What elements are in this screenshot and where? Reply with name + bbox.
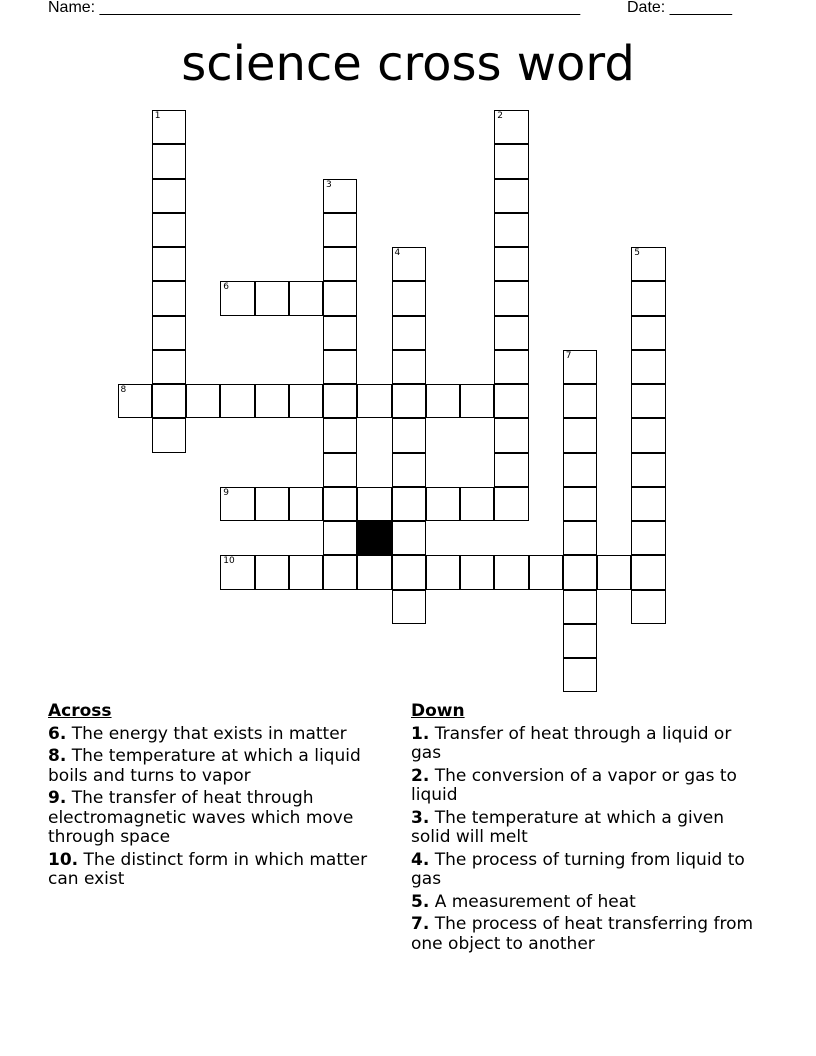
crossword-cell[interactable] — [323, 418, 357, 452]
clue-text: The conversion of a vapor or gas to liquid — [411, 765, 737, 805]
across-heading: Across — [48, 701, 112, 721]
crossword-cell[interactable] — [529, 555, 563, 589]
crossword-cell[interactable] — [323, 453, 357, 487]
across-clue — [48, 747, 393, 786]
clue-text: The process of turning from liquid to gas — [411, 849, 745, 889]
crossword-cell[interactable] — [494, 487, 528, 521]
crossword-cell[interactable] — [323, 555, 357, 589]
down-clue — [411, 725, 756, 764]
crossword-cell[interactable] — [597, 555, 631, 589]
clue-number-label: 3 — [326, 179, 332, 190]
crossword-cell[interactable] — [631, 521, 665, 555]
crossword-cell[interactable] — [494, 316, 528, 350]
crossword-cell[interactable] — [392, 350, 426, 384]
down-clue — [411, 767, 756, 806]
crossword-cell[interactable] — [494, 144, 528, 178]
crossword-cell[interactable] — [392, 487, 426, 521]
clue-text: The transfer of heat through electromagnetic waves which move through space — [48, 788, 354, 847]
crossword-cell[interactable] — [323, 316, 357, 350]
clue-number-label: 7 — [565, 350, 572, 361]
crossword-cell[interactable] — [426, 384, 460, 418]
across-clue — [48, 789, 393, 848]
crossword-cell[interactable] — [152, 179, 186, 213]
clue-number: 5. — [411, 891, 430, 912]
crossword-cell[interactable] — [152, 110, 186, 144]
crossword-cell[interactable] — [631, 316, 665, 350]
crossword-cell[interactable] — [220, 281, 254, 315]
crossword-cell[interactable] — [152, 418, 186, 452]
crossword-cell[interactable] — [323, 521, 357, 555]
clue-number-label: 2 — [497, 111, 503, 121]
clue-number: 3. — [411, 807, 430, 828]
down-heading: Down — [411, 701, 465, 721]
crossword-cell[interactable] — [494, 179, 528, 213]
crossword-cell[interactable] — [563, 487, 597, 521]
crossword-cell[interactable] — [460, 384, 494, 418]
crossword-cell[interactable] — [289, 281, 323, 315]
crossword-cell[interactable] — [220, 384, 254, 418]
crossword-cell[interactable] — [289, 384, 323, 418]
black-square — [357, 521, 391, 555]
clue-text: Transfer of heat through a liquid or gas — [411, 723, 732, 763]
crossword-cell[interactable] — [426, 487, 460, 521]
crossword-cell[interactable] — [392, 384, 426, 418]
crossword-cell[interactable] — [563, 658, 597, 692]
clue-number-label: 8 — [120, 385, 127, 395]
clue-number: 8. — [48, 746, 67, 766]
clue-number-label: 4 — [394, 248, 401, 258]
crossword-cell[interactable] — [357, 555, 391, 589]
crossword-cell[interactable] — [563, 453, 597, 487]
page-title: science cross word — [181, 36, 635, 92]
crossword-cell[interactable] — [289, 487, 323, 521]
crossword-cell[interactable] — [323, 384, 357, 418]
crossword-cell[interactable] — [323, 179, 357, 213]
crossword-cell[interactable] — [460, 555, 494, 589]
crossword-cell[interactable] — [392, 555, 426, 589]
crossword-cell[interactable] — [494, 110, 528, 144]
date-field-label: Date: _______ — [627, 0, 732, 16]
crossword-cell[interactable] — [494, 418, 528, 452]
crossword-cell[interactable] — [631, 281, 665, 315]
crossword-cell[interactable] — [563, 418, 597, 452]
down-clue — [411, 809, 756, 848]
name-field-label: Name: ______________________________________________________ — [48, 0, 581, 16]
crossword-cell[interactable] — [152, 247, 186, 281]
crossword-cell[interactable] — [152, 281, 186, 315]
crossword-cell[interactable] — [392, 247, 426, 281]
crossword-cell[interactable] — [460, 487, 494, 521]
down-clue — [411, 851, 756, 890]
crossword-cell[interactable] — [631, 418, 665, 452]
crossword-cell[interactable] — [323, 247, 357, 281]
crossword-cell[interactable] — [392, 521, 426, 555]
crossword-cell[interactable] — [255, 487, 289, 521]
crossword-cell[interactable] — [631, 350, 665, 384]
down-clue — [411, 893, 756, 913]
clue-number: 2. — [411, 765, 430, 786]
crossword-cell[interactable] — [563, 590, 597, 624]
crossword-cell[interactable] — [631, 590, 665, 624]
clue-number: 7. — [411, 914, 430, 934]
crossword-cell[interactable] — [392, 418, 426, 452]
crossword-cell[interactable] — [323, 281, 357, 315]
crossword-cell[interactable] — [392, 316, 426, 350]
crossword-cell[interactable] — [152, 213, 186, 247]
crossword-cell[interactable] — [631, 384, 665, 418]
clue-number-label: 6 — [223, 282, 229, 293]
clue-number: 4. — [411, 849, 430, 870]
clue-text: The distinct form in which matter can exist — [48, 849, 368, 889]
crossword-cell[interactable] — [255, 555, 289, 589]
crossword-cell[interactable] — [631, 555, 665, 589]
crossword-cell[interactable] — [494, 213, 528, 247]
crossword-cell[interactable] — [255, 384, 289, 418]
crossword-cell[interactable] — [392, 453, 426, 487]
clue-number-label: 10 — [223, 556, 235, 567]
across-clue — [48, 851, 393, 890]
crossword-cell[interactable] — [289, 555, 323, 589]
clue-text: The temperature at which a liquid boils and turns to vapor — [48, 746, 361, 786]
crossword-cell[interactable] — [631, 453, 665, 487]
across-clues — [48, 702, 393, 893]
crossword-cell[interactable] — [494, 384, 528, 418]
crossword-cell[interactable] — [563, 521, 597, 555]
crossword-cell[interactable] — [563, 555, 597, 589]
crossword-cell[interactable] — [220, 487, 254, 521]
clue-number: 1. — [411, 723, 430, 744]
crossword-cell[interactable] — [392, 590, 426, 624]
crossword-cell[interactable] — [255, 281, 289, 315]
crossword-cell[interactable] — [392, 281, 426, 315]
across-clue — [48, 725, 393, 745]
crossword-cell[interactable] — [323, 213, 357, 247]
crossword-cell[interactable] — [186, 384, 220, 418]
crossword-cell[interactable] — [357, 487, 391, 521]
crossword-cell[interactable] — [631, 247, 665, 281]
clue-text: The process of heat transferring from one object to another — [411, 914, 754, 954]
crossword-cell[interactable] — [357, 384, 391, 418]
crossword-cell[interactable] — [494, 453, 528, 487]
clue-text: The energy that exists in matter — [71, 723, 347, 744]
crossword-cell[interactable] — [494, 350, 528, 384]
crossword-cell[interactable] — [631, 487, 665, 521]
clue-number: 10. — [48, 849, 79, 870]
crossword-cell[interactable] — [152, 144, 186, 178]
crossword-cell[interactable] — [563, 624, 597, 658]
crossword-cell[interactable] — [494, 555, 528, 589]
down-clues — [411, 702, 756, 957]
clue-number-label: 5 — [634, 248, 640, 258]
crossword-cell[interactable] — [494, 247, 528, 281]
crossword-cell[interactable] — [563, 384, 597, 418]
crossword-cell[interactable] — [323, 487, 357, 521]
clue-text: A measurement of heat — [434, 891, 636, 912]
crossword-cell[interactable] — [152, 384, 186, 418]
down-clue — [411, 915, 756, 954]
crossword-cell[interactable] — [118, 384, 152, 418]
crossword-cell[interactable] — [220, 555, 254, 589]
crossword-cell[interactable] — [563, 350, 597, 384]
clue-number-label: 1 — [154, 111, 161, 121]
crossword-cell[interactable] — [494, 281, 528, 315]
crossword-cell[interactable] — [152, 316, 186, 350]
clue-number: 9. — [48, 788, 67, 808]
crossword-cell[interactable] — [323, 350, 357, 384]
clue-text: The temperature at which a given solid will melt — [411, 807, 725, 847]
crossword-cell[interactable] — [426, 555, 460, 589]
clue-number: 6. — [48, 723, 67, 744]
crossword-cell[interactable] — [152, 350, 186, 384]
clue-number-label: 9 — [223, 487, 229, 498]
